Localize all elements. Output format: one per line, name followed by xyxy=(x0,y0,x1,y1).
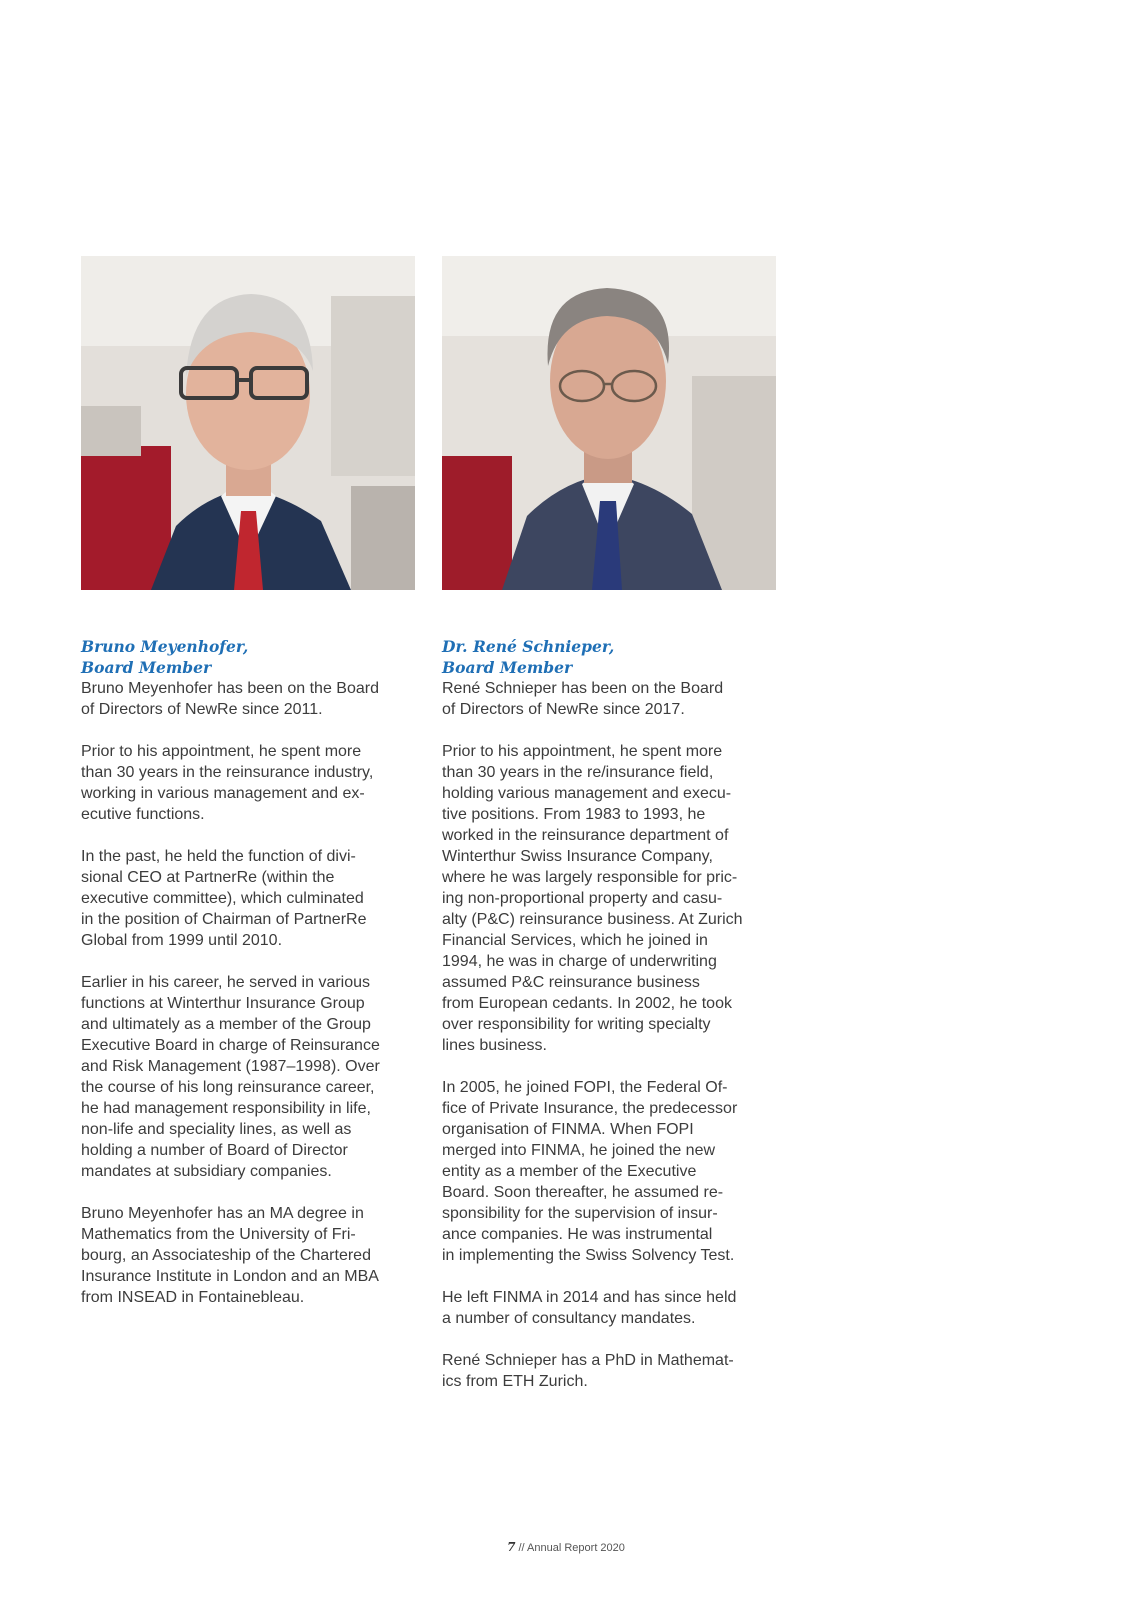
member-name-heading xyxy=(442,636,776,678)
board-member-column-schnieper xyxy=(442,256,776,1413)
bio-paragraph: Prior to his appointment, he spent more than 30 years in the reinsurance industry, working in various management and ex- ecutive functions. xyxy=(81,743,374,823)
board-member-column-meyenhofer xyxy=(81,256,415,1329)
member-role: Board Member xyxy=(442,658,573,677)
bio-paragraph: René Schnieper has a PhD in Mathemat- ics from ETH Zurich. xyxy=(442,1352,734,1390)
footer-report-title: // Annual Report 2020 xyxy=(515,1542,625,1554)
member-biography xyxy=(442,678,776,1392)
member-name: Dr. René Schnieper, xyxy=(442,637,615,656)
bio-paragraph: Bruno Meyenhofer has an MA degree in Mathematics from the University of Fri- bourg, an Associateship of the Chartered Insurance Institute in London and an MBA from INSEAD in Fontainebleau. xyxy=(81,1205,379,1306)
bio-paragraph: Prior to his appointment, he spent more than 30 years in the re/insurance field, holding various management and execu- tive positions. From 1983 to 1993, he worked in the reinsurance department of Winterthur Swiss Insurance Company, where he was largely responsible for pric- ing non-proportional property and casu- alty (P&C) reinsurance business. At Zurich Financial Services, which he joined in 1994, he was in charge of underwriting assumed P&C reinsurance business from European cedants. In 2002, he took over responsibility for writing specialty lines business. xyxy=(442,743,743,1054)
bio-paragraph: Earlier in his career, he served in various functions at Winterthur Insurance Group and ultimately as a member of the Group Executive Board in charge of Reinsurance and Risk Management (1987–1998). Over the course of his long reinsurance career, he had management responsibility in life, non-life and speciality lines, as well as holding a number of Board of Director mandates at subsidiary companies. xyxy=(81,974,380,1180)
bio-paragraph: He left FINMA in 2014 and has since held a number of consultancy mandates. xyxy=(442,1289,737,1327)
page-footer xyxy=(0,1540,1132,1554)
portrait-photo-meyenhofer xyxy=(81,256,415,590)
bio-paragraph: In the past, he held the function of divi- sional CEO at PartnerRe (within the executive committee), which culminated in the position of Chairman of PartnerRe Global from 1999 until 2010. xyxy=(81,848,367,949)
member-name: Bruno Meyenhofer, xyxy=(81,637,249,656)
page-number: 7 xyxy=(507,1540,516,1554)
bio-paragraph: Bruno Meyenhofer has been on the Board of Directors of NewRe since 2011. xyxy=(81,680,379,718)
bio-paragraph: In 2005, he joined FOPI, the Federal Of- fice of Private Insurance, the predecessor organisation of FINMA. When FOPI merged into FINMA, he joined the new entity as a member of the Executive Board. Soon thereafter, he assumed re- sponsibility for the supervision of insur- ance companies. He was instrumental in implementing the Swiss Solvency Test. xyxy=(442,1079,738,1264)
bio-paragraph: René Schnieper has been on the Board of Directors of NewRe since 2017. xyxy=(442,680,724,718)
portrait-photo-schnieper xyxy=(442,256,776,590)
member-role: Board Member xyxy=(81,658,212,677)
member-biography xyxy=(81,678,415,1308)
member-name-heading xyxy=(81,636,415,678)
